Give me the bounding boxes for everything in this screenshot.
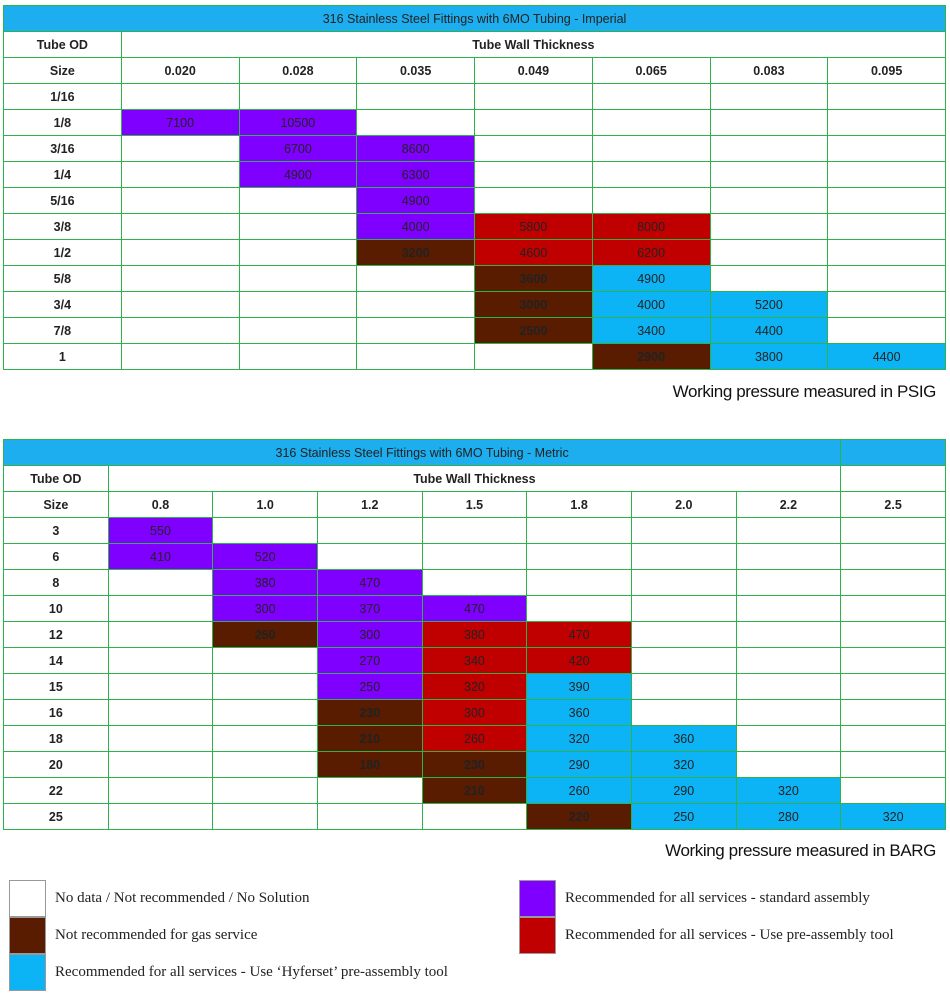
row-size: 16 (4, 700, 109, 726)
row-size: 7/8 (4, 318, 122, 344)
table-row (4, 266, 946, 292)
pressure-cell (121, 240, 239, 266)
metric-title-row (4, 440, 946, 466)
pressure-cell (736, 648, 841, 674)
pressure-cell (239, 266, 357, 292)
pressure-cell (108, 778, 213, 804)
pressure-cell: 6300 (357, 162, 475, 188)
pressure-cell (213, 518, 318, 544)
pressure-cell: 420 (527, 648, 632, 674)
pressure-cell (108, 648, 213, 674)
column-header: 0.065 (592, 58, 710, 84)
pressure-cell (213, 804, 318, 830)
pressure-cell (213, 778, 318, 804)
column-header: 0.083 (710, 58, 828, 84)
pressure-cell: 8000 (592, 214, 710, 240)
row-size: 1/4 (4, 162, 122, 188)
table-row (4, 622, 946, 648)
pressure-cell: 6700 (239, 136, 357, 162)
pressure-cell (710, 266, 828, 292)
pressure-cell (121, 136, 239, 162)
legend-label: No data / Not recommended / No Solution (55, 890, 310, 906)
table-row (4, 110, 946, 136)
pressure-cell (108, 674, 213, 700)
pressure-cell (239, 214, 357, 240)
row-size: 3/16 (4, 136, 122, 162)
column-header: 1.0 (213, 492, 318, 518)
pressure-cell: 230 (317, 700, 422, 726)
metric-unit-note: Working pressure measured in BARG (665, 841, 936, 860)
legend-label: Not recommended for gas service (55, 927, 258, 943)
legend-swatch (519, 917, 556, 954)
tube-od-label: Tube OD (4, 466, 109, 492)
pressure-cell (239, 188, 357, 214)
pressure-cell: 4900 (592, 266, 710, 292)
pressure-cell (828, 188, 946, 214)
pressure-cell (710, 188, 828, 214)
wall-thickness-label: Tube Wall Thickness (121, 32, 945, 58)
pressure-cell (357, 266, 475, 292)
pressure-cell: 250 (317, 674, 422, 700)
pressure-cell (828, 136, 946, 162)
metric-title-blank (841, 440, 946, 466)
pressure-cell: 360 (527, 700, 632, 726)
legend-swatch (9, 917, 46, 954)
pressure-cell: 320 (736, 778, 841, 804)
imperial-header-row (4, 32, 946, 58)
row-size: 6 (4, 544, 109, 570)
pressure-cell (710, 110, 828, 136)
pressure-cell: 370 (317, 596, 422, 622)
pressure-cell (710, 240, 828, 266)
pressure-cell (710, 84, 828, 110)
pressure-cell: 210 (422, 778, 527, 804)
column-header: 1.2 (317, 492, 422, 518)
pressure-cell (736, 596, 841, 622)
imperial-unit-note: Working pressure measured in PSIG (672, 382, 936, 401)
legend-item-standard (519, 880, 870, 917)
pressure-cell: 470 (527, 622, 632, 648)
column-header: 0.049 (475, 58, 593, 84)
metric-header-row (4, 466, 946, 492)
table-row (4, 162, 946, 188)
pressure-cell: 260 (527, 778, 632, 804)
pressure-cell (828, 162, 946, 188)
row-size: 12 (4, 622, 109, 648)
table-row (4, 700, 946, 726)
column-header: 0.035 (357, 58, 475, 84)
table-row (4, 318, 946, 344)
pressure-cell (422, 518, 527, 544)
pressure-cell (828, 84, 946, 110)
pressure-cell (631, 570, 736, 596)
pressure-cell: 5200 (710, 292, 828, 318)
pressure-cell (841, 726, 946, 752)
row-size: 15 (4, 674, 109, 700)
table-row (4, 648, 946, 674)
pressure-cell (357, 292, 475, 318)
pressure-cell (475, 344, 593, 370)
row-size: 1/2 (4, 240, 122, 266)
legend-item-no-data (9, 880, 310, 917)
column-header: 0.028 (239, 58, 357, 84)
legend-item-pre-assembly (519, 917, 894, 954)
pressure-cell (108, 622, 213, 648)
pressure-cell (121, 214, 239, 240)
pressure-cell: 10500 (239, 110, 357, 136)
pressure-cell: 4900 (357, 188, 475, 214)
pressure-cell (213, 648, 318, 674)
pressure-cell (108, 570, 213, 596)
pressure-cell: 6200 (592, 240, 710, 266)
pressure-cell (631, 648, 736, 674)
legend-label: Recommended for all services - Use pre-assembly tool (565, 927, 894, 943)
pressure-cell (108, 700, 213, 726)
column-header: 2.5 (841, 492, 946, 518)
pressure-cell (631, 700, 736, 726)
row-size: 1/8 (4, 110, 122, 136)
pressure-cell (841, 596, 946, 622)
pressure-cell (213, 752, 318, 778)
pressure-cell: 3600 (475, 266, 593, 292)
pressure-cell: 250 (631, 804, 736, 830)
row-size: 1/16 (4, 84, 122, 110)
pressure-cell (828, 292, 946, 318)
table-row (4, 136, 946, 162)
metric-pressure-table (3, 439, 946, 830)
pressure-cell: 4600 (475, 240, 593, 266)
row-size: 25 (4, 804, 109, 830)
pressure-cell (736, 700, 841, 726)
pressure-cell (239, 344, 357, 370)
pressure-cell (736, 570, 841, 596)
row-size: 3/8 (4, 214, 122, 240)
imperial-columns-row (4, 58, 946, 84)
size-label: Size (4, 58, 122, 84)
pressure-cell (121, 344, 239, 370)
pressure-cell: 4000 (592, 292, 710, 318)
table-row (4, 596, 946, 622)
pressure-cell (475, 136, 593, 162)
pressure-cell: 320 (631, 752, 736, 778)
pressure-cell (736, 544, 841, 570)
pressure-cell: 410 (108, 544, 213, 570)
pressure-cell: 290 (527, 752, 632, 778)
table-row (4, 518, 946, 544)
row-size: 1 (4, 344, 122, 370)
pressure-cell (239, 240, 357, 266)
pressure-cell (239, 318, 357, 344)
pressure-cell: 230 (422, 752, 527, 778)
pressure-cell (841, 622, 946, 648)
table-row (4, 188, 946, 214)
imperial-table-title: 316 Stainless Steel Fittings with 6MO Tubing - Imperial (4, 6, 946, 32)
pressure-cell (475, 110, 593, 136)
pressure-cell: 270 (317, 648, 422, 674)
pressure-cell (710, 136, 828, 162)
pressure-cell: 320 (841, 804, 946, 830)
pressure-cell (841, 778, 946, 804)
pressure-cell (828, 240, 946, 266)
pressure-cell (631, 674, 736, 700)
pressure-cell: 4400 (828, 344, 946, 370)
pressure-cell (357, 318, 475, 344)
column-header: 0.8 (108, 492, 213, 518)
pressure-cell: 250 (213, 622, 318, 648)
pressure-cell: 320 (422, 674, 527, 700)
metric-header-blank (841, 466, 946, 492)
pressure-cell (631, 596, 736, 622)
pressure-cell (527, 596, 632, 622)
table-row (4, 240, 946, 266)
pressure-cell (710, 162, 828, 188)
column-header: 2.2 (736, 492, 841, 518)
pressure-cell: 3200 (357, 240, 475, 266)
pressure-cell (357, 344, 475, 370)
pressure-cell: 390 (527, 674, 632, 700)
table-row (4, 344, 946, 370)
legend-label: Recommended for all services - standard assembly (565, 890, 870, 906)
pressure-cell: 3000 (475, 292, 593, 318)
pressure-cell (239, 292, 357, 318)
pressure-cell (475, 188, 593, 214)
legend-item-not-gas (9, 917, 257, 954)
table-row (4, 804, 946, 830)
pressure-cell (422, 804, 527, 830)
pressure-cell: 520 (213, 544, 318, 570)
pressure-cell (317, 544, 422, 570)
row-size: 3/4 (4, 292, 122, 318)
pressure-cell: 380 (213, 570, 318, 596)
pressure-cell: 260 (422, 726, 527, 752)
pressure-cell (631, 622, 736, 648)
row-size: 18 (4, 726, 109, 752)
row-size: 3 (4, 518, 109, 544)
legend-swatch (519, 880, 556, 917)
pressure-cell (108, 752, 213, 778)
pressure-cell (631, 544, 736, 570)
pressure-cell (121, 188, 239, 214)
table-row (4, 726, 946, 752)
pressure-cell: 300 (422, 700, 527, 726)
pressure-cell: 290 (631, 778, 736, 804)
column-header: 1.8 (527, 492, 632, 518)
pressure-cell (527, 570, 632, 596)
pressure-cell (592, 188, 710, 214)
pressure-cell (121, 292, 239, 318)
row-size: 14 (4, 648, 109, 674)
size-label: Size (4, 492, 109, 518)
pressure-cell: 4400 (710, 318, 828, 344)
pressure-cell (121, 84, 239, 110)
pressure-cell: 340 (422, 648, 527, 674)
pressure-cell (422, 570, 527, 596)
pressure-cell (475, 84, 593, 110)
pressure-cell: 280 (736, 804, 841, 830)
row-size: 22 (4, 778, 109, 804)
pressure-cell (736, 752, 841, 778)
pressure-cell (828, 266, 946, 292)
pressure-cell (736, 674, 841, 700)
legend-label: Recommended for all services - Use ‘Hyferset’ pre-assembly tool (55, 964, 448, 980)
pressure-cell: 3400 (592, 318, 710, 344)
pressure-cell: 180 (317, 752, 422, 778)
pressure-cell: 320 (527, 726, 632, 752)
tube-od-label: Tube OD (4, 32, 122, 58)
pressure-cell (475, 162, 593, 188)
pressure-cell (828, 110, 946, 136)
pressure-cell: 4000 (357, 214, 475, 240)
table-row (4, 544, 946, 570)
pressure-cell (213, 674, 318, 700)
pressure-cell (108, 726, 213, 752)
pressure-cell (317, 804, 422, 830)
pressure-cell: 2500 (475, 318, 593, 344)
pressure-cell (213, 700, 318, 726)
pressure-cell (841, 544, 946, 570)
pressure-cell (422, 544, 527, 570)
pressure-cell: 2900 (592, 344, 710, 370)
pressure-cell (239, 84, 357, 110)
pressure-cell: 220 (527, 804, 632, 830)
pressure-cell (357, 84, 475, 110)
pressure-cell (527, 544, 632, 570)
pressure-cell: 550 (108, 518, 213, 544)
pressure-cell (317, 778, 422, 804)
pressure-cell (710, 214, 828, 240)
wall-thickness-label: Tube Wall Thickness (108, 466, 841, 492)
row-size: 10 (4, 596, 109, 622)
column-header: 1.5 (422, 492, 527, 518)
pressure-cell (213, 726, 318, 752)
pressure-cell (121, 318, 239, 344)
pressure-cell: 5800 (475, 214, 593, 240)
pressure-cell: 300 (317, 622, 422, 648)
legend-swatch (9, 880, 46, 917)
table-row (4, 84, 946, 110)
pressure-cell (121, 162, 239, 188)
pressure-cell (841, 570, 946, 596)
imperial-pressure-table (3, 5, 946, 370)
metric-table-title: 316 Stainless Steel Fittings with 6MO Tubing - Metric (4, 440, 841, 466)
pressure-cell (841, 674, 946, 700)
pressure-cell (841, 518, 946, 544)
row-size: 20 (4, 752, 109, 778)
pressure-cell (108, 596, 213, 622)
table-row (4, 674, 946, 700)
pressure-cell (592, 136, 710, 162)
table-row (4, 214, 946, 240)
pressure-cell (841, 648, 946, 674)
pressure-cell (828, 214, 946, 240)
pressure-cell: 360 (631, 726, 736, 752)
pressure-cell (736, 622, 841, 648)
pressure-cell: 470 (422, 596, 527, 622)
table-row (4, 292, 946, 318)
pressure-cell (841, 700, 946, 726)
metric-columns-row (4, 492, 946, 518)
pressure-cell (841, 752, 946, 778)
pressure-cell: 470 (317, 570, 422, 596)
legend-swatch (9, 954, 46, 991)
pressure-cell (527, 518, 632, 544)
pressure-cell: 8600 (357, 136, 475, 162)
row-size: 5/8 (4, 266, 122, 292)
column-header: 0.020 (121, 58, 239, 84)
pressure-cell: 300 (213, 596, 318, 622)
pressure-cell (592, 162, 710, 188)
pressure-cell: 380 (422, 622, 527, 648)
pressure-cell (108, 804, 213, 830)
pressure-cell: 4900 (239, 162, 357, 188)
legend-item-hyferset (9, 954, 448, 991)
pressure-cell: 3800 (710, 344, 828, 370)
pressure-cell (317, 518, 422, 544)
pressure-cell: 210 (317, 726, 422, 752)
pressure-cell (631, 518, 736, 544)
column-header: 0.095 (828, 58, 946, 84)
imperial-title-row (4, 6, 946, 32)
row-size: 5/16 (4, 188, 122, 214)
pressure-cell (592, 110, 710, 136)
table-row (4, 570, 946, 596)
pressure-cell (592, 84, 710, 110)
pressure-cell (736, 518, 841, 544)
pressure-cell (736, 726, 841, 752)
table-row (4, 778, 946, 804)
column-header: 2.0 (631, 492, 736, 518)
pressure-cell (357, 110, 475, 136)
pressure-cell: 7100 (121, 110, 239, 136)
table-row (4, 752, 946, 778)
pressure-cell (121, 266, 239, 292)
pressure-cell (828, 318, 946, 344)
row-size: 8 (4, 570, 109, 596)
